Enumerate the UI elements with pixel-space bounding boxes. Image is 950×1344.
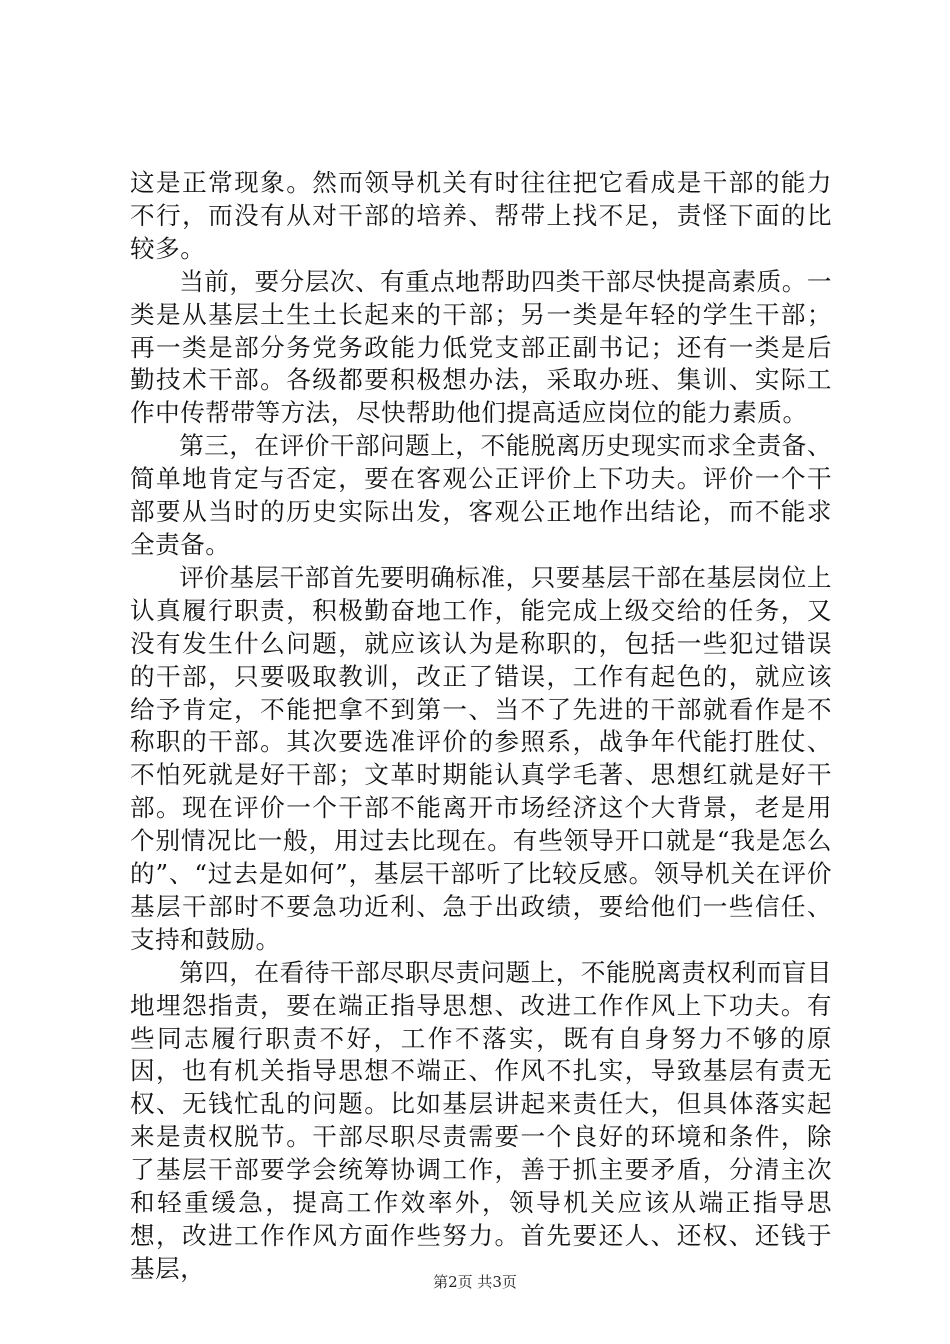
document-body [130,167,832,1286]
paragraph-5: 第四，在看待干部尽职尽责问题上，不能脱离责权利而盲目地埋怨指责，要在端正指导思想、改进工作作风上下功夫。有些同志履行职责不好，工作不落实，既有自身努力不够的原因，也有机关指导思想不端正、作风不扎实，导致基层有责无权、无钱忙乱的问题。比如基层讲起来责任大，但具体落实起来是责权脱节。干部尽职尽责需要一个良好的环境和条件，除了基层干部要学会统筹协调工作，善于抓主要矛盾，分清主次和轻重缓急，提高工作效率外，领导机关应该从端正指导思想，改进工作作风方面作些努力。首先要还人、还权、还钱于基层， [130,957,832,1283]
paragraph-2: 当前，要分层次、有重点地帮助四类干部尽快提高素质。一类是从基层土生土长起来的干部；另一类是年轻的学生干部；再一类是部分务党务政能力低党支部正副书记；还有一类是后勤技术干部。各级都要积极想办法，采取办班、集训、实际工作中传帮带等方法，尽快帮助他们提高适应岗位的能力素质。 [130,266,832,428]
paragraph-3: 第三，在评价干部问题上，不能脱离历史现实而求全责备、简单地肯定与否定，要在客观公正评价上下功夫。评价一个干部要从当时的历史实际出发，客观公正地作出结论，而不能求全责备。 [130,431,832,559]
page-number-footer: 第2页 共3页 [433,1273,517,1291]
paragraph-4: 评价基层干部首先要明确标准，只要基层干部在基层岗位上认真履行职责，积极勤奋地工作，能完成上级交给的任务，又没有发生什么问题，就应该认为是称职的，包括一些犯过错误的干部，只要吸取教训，改正了错误，工作有起色的，就应该给予肯定，不能把拿不到第一、当不了先进的干部就看作是不称职的干部。其次要选准评价的参照系，战争年代能打胜仗、不怕死就是好干部；文革时期能认真学毛著、思想红就是好干部。现在评价一个干部不能离开市场经济这个大背景，老是用个别情况比一般，用过去比现在。有些领导开口就是“我是怎么的”、“过去是如何”，基层干部听了比较反感。领导机关在评价基层干部时不要急功近利、急于出政绩，要给他们一些信任、支持和鼓励。 [130,562,832,954]
paragraph-1: 这是正常现象。然而领导机关有时往往把它看成是干部的能力不行，而没有从对干部的培养、帮带上找不足，责怪下面的比较多。 [130,168,832,263]
